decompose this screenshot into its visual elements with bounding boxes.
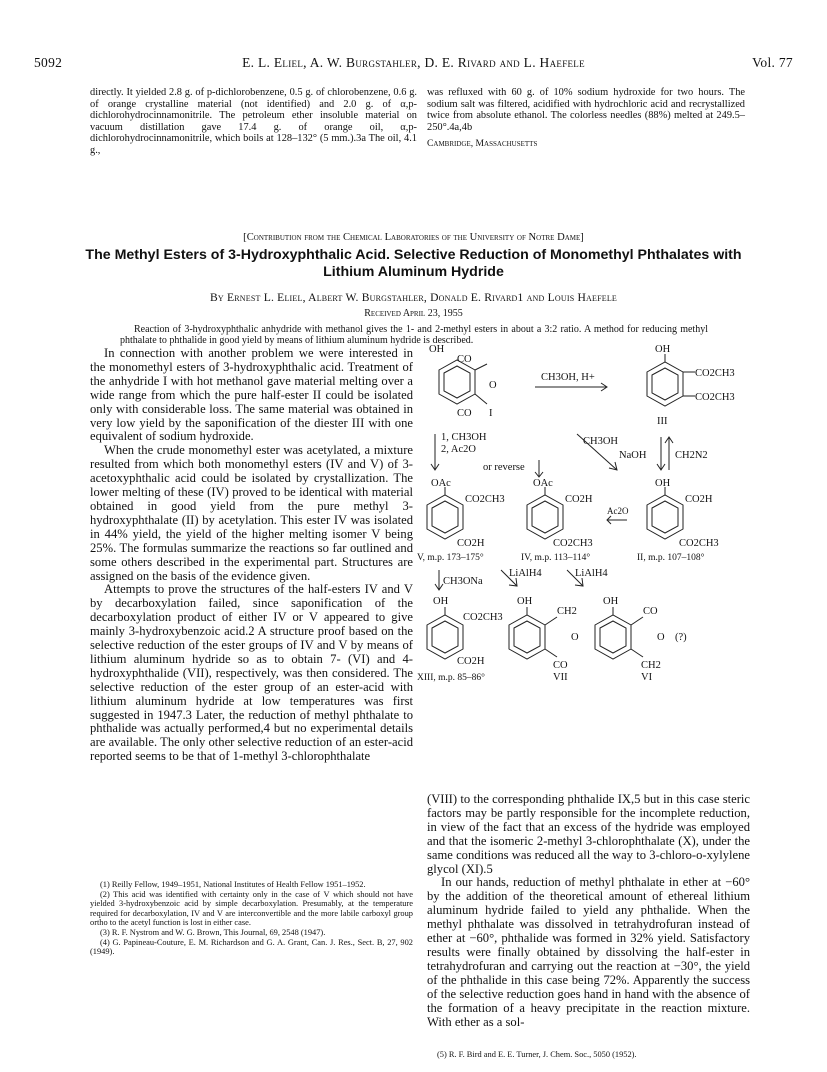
footnote: (5) R. F. Bird and E. E. Turner, J. Chem. Soc., 5050 (1952). (437, 1050, 637, 1059)
oh-label: OH (429, 344, 445, 355)
carryover-right-text: was refluxed with 60 g. of 10% sodium hydroxide for two hours. The sodium salt was filtered, acidified with hydrochloric acid and recrystallized twice from absolute ethanol. The colorless needles (88%) melted at 249.5–250°.4a,4b (427, 87, 745, 133)
co2h-label: CO2H (457, 538, 485, 549)
reagent-step1: 1, CH3OH (441, 432, 487, 443)
paragraph: (VIII) to the corresponding phthalide IX,5 but in this case steric factors may be partly responsible for the incomplete reduction, in view of the fact that an excess of the hydride was employed and that the isomeric 2-methyl 3-chlorophthalate (X), under the same conditions was reduced all the way to 3-chloro-o-xylylene glycol (XI).5 (427, 792, 750, 876)
or-reverse-label: or reverse (483, 462, 525, 473)
oh-label: OH (433, 596, 449, 607)
reagent-ch2n2: CH2N2 (675, 450, 708, 461)
mp-XIII: XIII, m.p. 85–86° (417, 673, 485, 683)
right-footnotes (427, 1050, 750, 1060)
contribution-line: [Contribution from the Chemical Laboratories of the University of Notre Dame] (243, 232, 584, 243)
footnote: (4) G. Papineau-Couture, E. M. Richardson and G. A. Grant, Can. J. Res., Sect. B, 27, 902 (1949). (90, 937, 413, 957)
co2ch3-label: CO2CH3 (679, 538, 719, 549)
mp-II: II, m.p. 107–108° (637, 553, 705, 563)
co2h-label: CO2H (685, 494, 713, 505)
o-label: O (571, 632, 579, 643)
compound-label-III: III (657, 416, 668, 427)
running-header (20, 55, 807, 73)
ch2-label: CH2 (557, 606, 577, 617)
oh-label: OH (517, 596, 533, 607)
co2ch3-label: CO2CH3 (553, 538, 593, 549)
reagent-ch3ona: CH3ONa (443, 576, 483, 587)
page-number: 5092 (34, 55, 63, 70)
oh-label: OH (655, 344, 671, 355)
reagent-lialh4: LiAlH4 (509, 568, 542, 579)
header-authors: E. L. Eliel, A. W. Burgstahler, D. E. Rivard and L. Haefele (242, 55, 585, 70)
reagent-naoh: NaOH (619, 450, 647, 461)
o-label: O (489, 380, 497, 391)
co2h-label: CO2H (565, 494, 593, 505)
received-date: Received April 23, 1955 (364, 308, 463, 319)
reaction-scheme (417, 342, 757, 790)
article-title: The Methyl Esters of 3-Hydroxyphthalic Acid. Selective Reduction of Monomethyl Phthalates with Lithium Aluminum Hydride (85, 247, 742, 280)
compound-label-VII: VII (553, 672, 568, 683)
paragraph: In our hands, reduction of methyl phthalate in ether at −60° by the addition of the theoretical amount of ethereal lithium aluminum hydride failed to yield any phthalide. When the methyl phthalate was dissolved in tetrahydrofuran instead of ether at −60°, phthalide was formed in 32% yield. Satisfactory results were finally obtained by dissolving the half-ester in tetrahydrofuran and carrying out the reaction at −30°, the yield of the phthalide in this case being 72%. Apparently the success of the selective reduction goes hand in hand with the absence of the formation of a heavy precipitate in the reaction mixture. With ether as a sol- (427, 875, 750, 1029)
paragraph: In connection with another problem we were interested in the monomethyl esters of 3-hydroxyphthalic acid. Treatment of the anhydride I with hot methanol gave material melting over a wide range from which the pure half-ester II could be isolated only with considerable loss. The same material was obtained in very low yield by the saponification of the diester III with one equivalent of sodium hydroxide. (90, 346, 413, 444)
header-volume: Vol. 77 (752, 55, 793, 70)
mp-IV: IV, m.p. 113–114° (521, 553, 591, 563)
paragraph: When the crude monomethyl ester was acetylated, a mixture resulted from which both monomethyl esters (IV and V) of 3-acetoxyphthalic acid could be isolated by crystallization. The lower melting of these (IV) proved to be identical with material obtained in good yield from the pure methyl 3-hydroxyphthalate (II) by acetylation. This ester IV was isolated in 44% yield, the yield of the higher melting isomer V being 25%. The formulas summarize the reactions so far outlined and some others described in the experimental part. Structures are assigned on the basis of the evidence given. (90, 443, 413, 583)
compound-label-I: I (489, 408, 493, 419)
oh-label: OH (603, 596, 619, 607)
co-label: CO (643, 606, 658, 617)
left-column (90, 347, 413, 764)
ch2-label: CH2 (641, 660, 661, 671)
place-line: Cambridge, Massachusetts (427, 138, 538, 150)
co2ch3-label: CO2CH3 (695, 392, 735, 403)
left-footnotes (90, 880, 413, 957)
oac-label: OAc (533, 478, 553, 489)
abstract: Reaction of 3-hydroxyphthalic anhydride with methanol gives the 1- and 2-methyl esters in about a 3:2 ratio. A method for reducing methyl phthalate to phthalide in good yield by means of lithium aluminum hydride is described. (120, 324, 708, 347)
reagent-ch3oh-h: CH3OH, H+ (541, 372, 595, 383)
footnote: (1) Reilly Fellow, 1949–1951, National Institutes of Health Fellow 1951–1952. (100, 880, 366, 889)
paragraph: Attempts to prove the structures of the half-esters IV and V by decarboxylation failed, since saponification of the decarboxylation product of either IV or V appeared to give mainly 3-hydroxybenzoic acid.2 A structure proof based on the selective reduction of the ester groups of IV and V by means of lithium aluminum hydride so as to obtain 7- (VI) and 4-hydroxyphthalide (VII), respectively, was then considered. The selective reduction of the ester group of an ester-acid with lithium aluminum hydride at low temperatures was first suggested in 1947.3 Later, the reduction of methyl phthalate to phthalide was actually performed,4 but no experimental details are available. The only other selective reduction of an ester-acid reported seems to be that of 1-methyl 3-chlorophthalate (90, 582, 413, 764)
co2ch3-label: CO2CH3 (465, 494, 505, 505)
reagent-lialh4: LiAlH4 (575, 568, 608, 579)
byline: By Ernest L. Eliel, Albert W. Burgstahler, Donald E. Rivard1 and Louis Haefele (209, 291, 618, 304)
carryover-left-text: directly. It yielded 2.8 g. of p-dichlorobenzene, 0.5 g. of chlorobenzene, 0.6 g. of orange crystalline material (not identified) and 2.0 g. of α,p-dichlorohydrocinnamonitrile. The petroleum ether insoluble material on vacuum distillation gave 17.4 g. of orange oil, α,p-dichlorohydrocinnamonitrile, which boils at 128–132° (5 mm.).3a The oil, 4.1 g., (90, 87, 417, 156)
o-label: O (657, 632, 665, 643)
right-column (427, 793, 750, 1029)
mp-V: V, m.p. 173–175° (417, 553, 484, 563)
footnote: (3) R. F. Nystrom and W. G. Brown, This Journal, 69, 2548 (1947). (100, 927, 326, 937)
co-label: CO (553, 660, 568, 671)
co2h-label: CO2H (457, 656, 485, 667)
compound-label-VI: VI (641, 672, 653, 683)
oh-label: OH (655, 478, 671, 489)
carryover-left (90, 87, 417, 157)
co2ch3-label: CO2CH3 (463, 612, 503, 623)
carryover-right (427, 87, 745, 150)
footnote: (2) This acid was identified with certainty only in the case of V which should not have yielded 3-hydroxybenzoic acid by simple decarboxylation. Presumably, at the temperature required for decarboxylation, IV and V are interconvertible and the more labile carboxyl group ortho to the acetyl function is lost in either case. (90, 889, 413, 928)
reagent-ch3oh: CH3OH (583, 436, 619, 447)
uncertain-label: (?) (675, 632, 687, 643)
oac-label: OAc (431, 478, 451, 489)
co-label: CO (457, 354, 472, 365)
reagent-ac2o: Ac2O (607, 506, 629, 516)
co2ch3-label: CO2CH3 (695, 368, 735, 379)
co-label: CO (457, 408, 472, 419)
reagent-step2: 2, Ac2O (441, 444, 476, 455)
